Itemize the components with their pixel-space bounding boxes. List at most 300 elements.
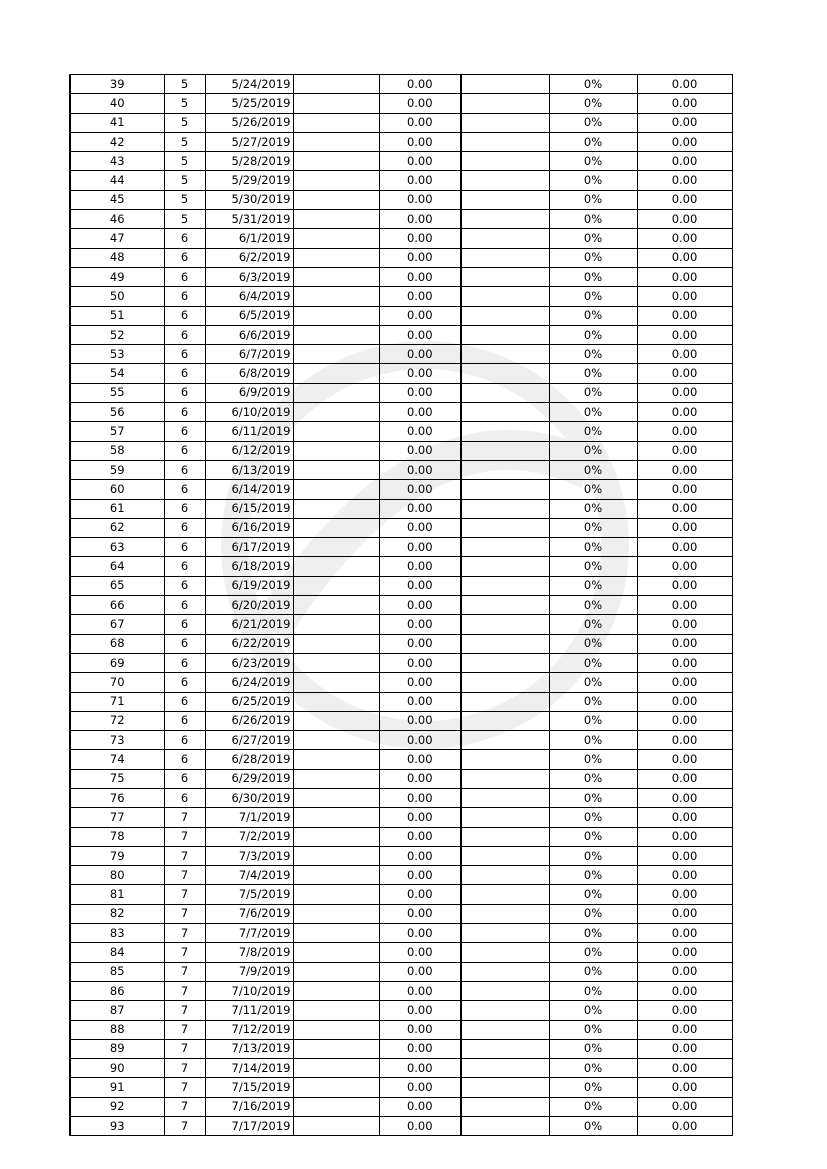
data-table (69, 74, 731, 1136)
row-number-cell: 76 (70, 788, 164, 807)
table-row (70, 981, 732, 1000)
blank-b-cell (461, 480, 549, 499)
value-cell: 0.00 (637, 460, 732, 479)
blank-b-cell (461, 1059, 549, 1078)
row-number-cell: 42 (70, 132, 164, 151)
month-cell: 7 (164, 981, 205, 1000)
row-number-cell: 70 (70, 673, 164, 692)
date-cell: 6/7/2019 (205, 345, 293, 364)
date-cell: 6/27/2019 (205, 731, 293, 750)
blank-a-cell (293, 788, 379, 807)
value-cell: 0.00 (637, 634, 732, 653)
table-row (70, 460, 732, 479)
row-number-cell: 62 (70, 518, 164, 537)
value-cell: 0.00 (637, 673, 732, 692)
blank-b-cell (461, 904, 549, 923)
blank-a-cell (293, 596, 379, 615)
blank-b-cell (461, 1039, 549, 1058)
blank-b-cell (461, 750, 549, 769)
percent-cell: 0% (549, 113, 637, 132)
date-cell: 6/23/2019 (205, 653, 293, 672)
table-row (70, 962, 732, 981)
table-row (70, 692, 732, 711)
percent-cell: 0% (549, 557, 637, 576)
blank-b-cell (461, 422, 549, 441)
date-cell: 7/6/2019 (205, 904, 293, 923)
value-cell: 0.00 (637, 808, 732, 827)
month-cell: 6 (164, 711, 205, 730)
blank-a-cell (293, 904, 379, 923)
month-cell: 5 (164, 113, 205, 132)
value-cell: 0.00 (637, 750, 732, 769)
blank-a-cell (293, 364, 379, 383)
blank-b-cell (461, 538, 549, 557)
month-cell: 7 (164, 1097, 205, 1116)
row-number-cell: 51 (70, 306, 164, 325)
value-cell: 0.00 (637, 210, 732, 229)
amount-cell: 0.00 (379, 576, 461, 595)
table-row (70, 673, 732, 692)
blank-b-cell (461, 499, 549, 518)
row-number-cell: 87 (70, 1001, 164, 1020)
month-cell: 6 (164, 480, 205, 499)
date-cell: 6/29/2019 (205, 769, 293, 788)
month-cell: 6 (164, 788, 205, 807)
row-number-cell: 64 (70, 557, 164, 576)
date-cell: 6/11/2019 (205, 422, 293, 441)
row-number-cell: 68 (70, 634, 164, 653)
percent-cell: 0% (549, 210, 637, 229)
blank-a-cell (293, 248, 379, 267)
table-row (70, 1001, 732, 1020)
blank-a-cell (293, 943, 379, 962)
amount-cell: 0.00 (379, 943, 461, 962)
blank-a-cell (293, 210, 379, 229)
value-cell: 0.00 (637, 1001, 732, 1020)
table-row (70, 190, 732, 209)
value-cell: 0.00 (637, 788, 732, 807)
blank-b-cell (461, 441, 549, 460)
amount-cell: 0.00 (379, 1117, 461, 1136)
table-row (70, 596, 732, 615)
row-number-cell: 80 (70, 866, 164, 885)
amount-cell: 0.00 (379, 866, 461, 885)
value-cell: 0.00 (637, 538, 732, 557)
month-cell: 5 (164, 210, 205, 229)
date-cell: 5/29/2019 (205, 171, 293, 190)
date-cell: 6/2/2019 (205, 248, 293, 267)
row-number-cell: 71 (70, 692, 164, 711)
amount-cell: 0.00 (379, 499, 461, 518)
percent-cell: 0% (549, 132, 637, 151)
row-number-cell: 54 (70, 364, 164, 383)
table-row (70, 75, 732, 94)
blank-a-cell (293, 1078, 379, 1097)
value-cell: 0.00 (637, 422, 732, 441)
amount-cell: 0.00 (379, 731, 461, 750)
date-cell: 7/9/2019 (205, 962, 293, 981)
table-row (70, 383, 732, 402)
table-row (70, 538, 732, 557)
date-cell: 5/24/2019 (205, 75, 293, 94)
blank-a-cell (293, 634, 379, 653)
table-row (70, 248, 732, 267)
value-cell: 0.00 (637, 287, 732, 306)
percent-cell: 0% (549, 403, 637, 422)
value-cell: 0.00 (637, 1117, 732, 1136)
value-cell: 0.00 (637, 962, 732, 981)
table-row (70, 499, 732, 518)
value-cell: 0.00 (637, 885, 732, 904)
value-cell: 0.00 (637, 441, 732, 460)
amount-cell: 0.00 (379, 1020, 461, 1039)
amount-cell: 0.00 (379, 229, 461, 248)
value-cell: 0.00 (637, 904, 732, 923)
month-cell: 5 (164, 94, 205, 113)
value-cell: 0.00 (637, 248, 732, 267)
table-row (70, 846, 732, 865)
amount-cell: 0.00 (379, 364, 461, 383)
blank-a-cell (293, 229, 379, 248)
percent-cell: 0% (549, 306, 637, 325)
amount-cell: 0.00 (379, 94, 461, 113)
table-row (70, 634, 732, 653)
amount-cell: 0.00 (379, 248, 461, 267)
amount-cell: 0.00 (379, 132, 461, 151)
date-cell: 6/14/2019 (205, 480, 293, 499)
blank-a-cell (293, 885, 379, 904)
blank-b-cell (461, 962, 549, 981)
blank-a-cell (293, 94, 379, 113)
percent-cell: 0% (549, 499, 637, 518)
percent-cell: 0% (549, 325, 637, 344)
value-cell: 0.00 (637, 75, 732, 94)
amount-cell: 0.00 (379, 904, 461, 923)
blank-a-cell (293, 403, 379, 422)
blank-b-cell (461, 788, 549, 807)
month-cell: 6 (164, 460, 205, 479)
table-row (70, 345, 732, 364)
blank-a-cell (293, 750, 379, 769)
percent-cell: 0% (549, 538, 637, 557)
percent-cell: 0% (549, 1078, 637, 1097)
value-cell: 0.00 (637, 190, 732, 209)
blank-a-cell (293, 152, 379, 171)
value-cell: 0.00 (637, 1020, 732, 1039)
date-cell: 6/13/2019 (205, 460, 293, 479)
date-cell: 7/17/2019 (205, 1117, 293, 1136)
blank-a-cell (293, 75, 379, 94)
row-number-cell: 45 (70, 190, 164, 209)
amount-cell: 0.00 (379, 1039, 461, 1058)
blank-b-cell (461, 94, 549, 113)
date-cell: 6/21/2019 (205, 615, 293, 634)
value-cell: 0.00 (637, 229, 732, 248)
percent-cell: 0% (549, 383, 637, 402)
table-row (70, 1078, 732, 1097)
blank-b-cell (461, 634, 549, 653)
table-row (70, 287, 732, 306)
value-cell: 0.00 (637, 113, 732, 132)
date-cell: 6/8/2019 (205, 364, 293, 383)
month-cell: 7 (164, 1001, 205, 1020)
blank-a-cell (293, 441, 379, 460)
blank-a-cell (293, 769, 379, 788)
blank-a-cell (293, 422, 379, 441)
blank-a-cell (293, 576, 379, 595)
value-cell: 0.00 (637, 267, 732, 286)
row-number-cell: 52 (70, 325, 164, 344)
table-row (70, 1020, 732, 1039)
amount-cell: 0.00 (379, 383, 461, 402)
value-cell: 0.00 (637, 306, 732, 325)
blank-a-cell (293, 383, 379, 402)
row-number-cell: 75 (70, 769, 164, 788)
blank-a-cell (293, 1097, 379, 1116)
date-cell: 6/24/2019 (205, 673, 293, 692)
table-row (70, 171, 732, 190)
row-number-cell: 47 (70, 229, 164, 248)
table-row (70, 1059, 732, 1078)
amount-cell: 0.00 (379, 267, 461, 286)
row-number-cell: 86 (70, 981, 164, 1000)
date-cell: 6/10/2019 (205, 403, 293, 422)
table-row (70, 152, 732, 171)
blank-b-cell (461, 460, 549, 479)
blank-a-cell (293, 460, 379, 479)
month-cell: 7 (164, 1117, 205, 1136)
amount-cell: 0.00 (379, 827, 461, 846)
blank-a-cell (293, 981, 379, 1000)
blank-a-cell (293, 190, 379, 209)
percent-cell: 0% (549, 808, 637, 827)
table-row (70, 422, 732, 441)
table-row (70, 113, 732, 132)
row-number-cell: 81 (70, 885, 164, 904)
date-cell: 6/12/2019 (205, 441, 293, 460)
date-cell: 5/30/2019 (205, 190, 293, 209)
blank-a-cell (293, 711, 379, 730)
month-cell: 7 (164, 1078, 205, 1097)
blank-b-cell (461, 981, 549, 1000)
value-cell: 0.00 (637, 152, 732, 171)
amount-cell: 0.00 (379, 808, 461, 827)
blank-b-cell (461, 210, 549, 229)
date-cell: 7/8/2019 (205, 943, 293, 962)
date-cell: 6/18/2019 (205, 557, 293, 576)
value-cell: 0.00 (637, 576, 732, 595)
amount-cell: 0.00 (379, 634, 461, 653)
table-row (70, 808, 732, 827)
row-number-cell: 73 (70, 731, 164, 750)
date-cell: 6/28/2019 (205, 750, 293, 769)
value-cell: 0.00 (637, 692, 732, 711)
blank-a-cell (293, 499, 379, 518)
month-cell: 5 (164, 190, 205, 209)
table-row (70, 1117, 732, 1136)
amount-cell: 0.00 (379, 692, 461, 711)
table-row (70, 306, 732, 325)
date-cell: 6/9/2019 (205, 383, 293, 402)
blank-b-cell (461, 769, 549, 788)
amount-cell: 0.00 (379, 422, 461, 441)
table-row (70, 1039, 732, 1058)
row-number-cell: 67 (70, 615, 164, 634)
value-cell: 0.00 (637, 94, 732, 113)
percent-cell: 0% (549, 460, 637, 479)
blank-a-cell (293, 653, 379, 672)
row-number-cell: 43 (70, 152, 164, 171)
blank-b-cell (461, 924, 549, 943)
date-cell: 6/6/2019 (205, 325, 293, 344)
month-cell: 7 (164, 1020, 205, 1039)
blank-b-cell (461, 132, 549, 151)
row-number-cell: 65 (70, 576, 164, 595)
blank-a-cell (293, 731, 379, 750)
table-row (70, 943, 732, 962)
percent-cell: 0% (549, 441, 637, 460)
blank-b-cell (461, 711, 549, 730)
table-row (70, 653, 732, 672)
blank-b-cell (461, 1097, 549, 1116)
amount-cell: 0.00 (379, 1059, 461, 1078)
amount-cell: 0.00 (379, 846, 461, 865)
month-cell: 7 (164, 1039, 205, 1058)
row-number-cell: 93 (70, 1117, 164, 1136)
amount-cell: 0.00 (379, 711, 461, 730)
percent-cell: 0% (549, 673, 637, 692)
month-cell: 6 (164, 422, 205, 441)
row-number-cell: 40 (70, 94, 164, 113)
blank-b-cell (461, 1001, 549, 1020)
blank-b-cell (461, 653, 549, 672)
month-cell: 6 (164, 403, 205, 422)
blank-a-cell (293, 1039, 379, 1058)
month-cell: 7 (164, 943, 205, 962)
blank-a-cell (293, 692, 379, 711)
value-cell: 0.00 (637, 499, 732, 518)
month-cell: 6 (164, 306, 205, 325)
value-cell: 0.00 (637, 557, 732, 576)
month-cell: 6 (164, 287, 205, 306)
blank-a-cell (293, 557, 379, 576)
percent-cell: 0% (549, 480, 637, 499)
blank-a-cell (293, 287, 379, 306)
blank-b-cell (461, 885, 549, 904)
date-cell: 7/1/2019 (205, 808, 293, 827)
date-cell: 7/11/2019 (205, 1001, 293, 1020)
row-number-cell: 91 (70, 1078, 164, 1097)
blank-b-cell (461, 673, 549, 692)
month-cell: 7 (164, 924, 205, 943)
blank-b-cell (461, 576, 549, 595)
amount-cell: 0.00 (379, 403, 461, 422)
blank-b-cell (461, 113, 549, 132)
blank-a-cell (293, 615, 379, 634)
date-cell: 7/12/2019 (205, 1020, 293, 1039)
percent-cell: 0% (549, 287, 637, 306)
blank-a-cell (293, 866, 379, 885)
percent-cell: 0% (549, 769, 637, 788)
percent-cell: 0% (549, 962, 637, 981)
month-cell: 7 (164, 866, 205, 885)
table-row (70, 885, 732, 904)
month-cell: 6 (164, 750, 205, 769)
blank-a-cell (293, 325, 379, 344)
amount-cell: 0.00 (379, 152, 461, 171)
date-cell: 6/1/2019 (205, 229, 293, 248)
row-number-cell: 49 (70, 267, 164, 286)
table-row (70, 769, 732, 788)
table-row (70, 615, 732, 634)
month-cell: 5 (164, 171, 205, 190)
amount-cell: 0.00 (379, 1097, 461, 1116)
percent-cell: 0% (549, 596, 637, 615)
table-row (70, 750, 732, 769)
blank-b-cell (461, 615, 549, 634)
blank-b-cell (461, 866, 549, 885)
table-row (70, 576, 732, 595)
month-cell: 6 (164, 653, 205, 672)
month-cell: 6 (164, 692, 205, 711)
blank-a-cell (293, 846, 379, 865)
percent-cell: 0% (549, 711, 637, 730)
amount-cell: 0.00 (379, 325, 461, 344)
amount-cell: 0.00 (379, 557, 461, 576)
table-row (70, 731, 732, 750)
table-body (70, 75, 732, 1136)
blank-b-cell (461, 403, 549, 422)
row-number-cell: 66 (70, 596, 164, 615)
month-cell: 6 (164, 615, 205, 634)
value-cell: 0.00 (637, 345, 732, 364)
value-cell: 0.00 (637, 827, 732, 846)
amount-cell: 0.00 (379, 1001, 461, 1020)
percent-cell: 0% (549, 1097, 637, 1116)
percent-cell: 0% (549, 75, 637, 94)
table-row (70, 866, 732, 885)
date-cell: 7/7/2019 (205, 924, 293, 943)
row-number-cell: 69 (70, 653, 164, 672)
table-row (70, 518, 732, 537)
table-row (70, 132, 732, 151)
percent-cell: 0% (549, 422, 637, 441)
percent-cell: 0% (549, 924, 637, 943)
percent-cell: 0% (549, 866, 637, 885)
table-row (70, 267, 732, 286)
month-cell: 6 (164, 345, 205, 364)
table-row (70, 924, 732, 943)
percent-cell: 0% (549, 692, 637, 711)
row-number-cell: 77 (70, 808, 164, 827)
month-cell: 5 (164, 75, 205, 94)
table-row (70, 210, 732, 229)
amount-cell: 0.00 (379, 673, 461, 692)
amount-cell: 0.00 (379, 981, 461, 1000)
percent-cell: 0% (549, 615, 637, 634)
date-cell: 6/5/2019 (205, 306, 293, 325)
blank-b-cell (461, 596, 549, 615)
amount-cell: 0.00 (379, 210, 461, 229)
amount-cell: 0.00 (379, 171, 461, 190)
percent-cell: 0% (549, 171, 637, 190)
date-cell: 5/27/2019 (205, 132, 293, 151)
date-cell: 6/15/2019 (205, 499, 293, 518)
month-cell: 6 (164, 383, 205, 402)
row-number-cell: 60 (70, 480, 164, 499)
month-cell: 7 (164, 808, 205, 827)
row-number-cell: 74 (70, 750, 164, 769)
